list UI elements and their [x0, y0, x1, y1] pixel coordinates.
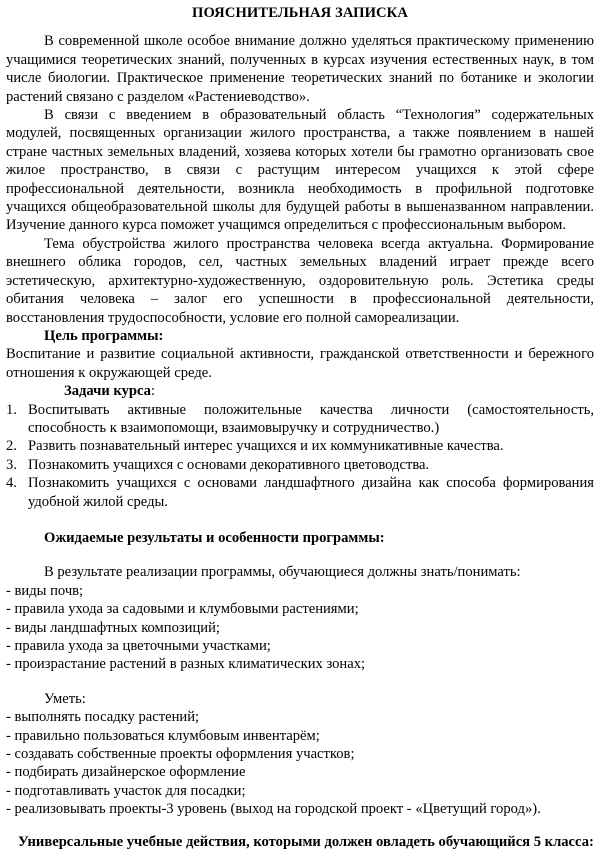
can-item: - реализовывать проекты-3 уровень (выход на городской проект - «Цветущий город»).	[6, 801, 541, 818]
paragraph-intro: В современной школе особое внимание должно уделяться практическому применению учащимися теоретических знаний, полученных в курсах изучения естественных наук, в том числе биологии. Практическое применение теоретических знаний по ботанике и экологии растений связано с разделом «Растениеводство».	[6, 33, 594, 105]
paragraph-technology: В связи с введением в образовательный область “Технология” содержательных модулей, посвященных организации жилого пространства, а также появлением в нашей стране частных земельных владений, хозяева которых хотели бы грамотно организовать свое жилое пространство, в связи с растущим интересом учащихся к этой сфере профессиональной деятельности, возникла необходимость в профильной подготовке учащихся общеобразовательной школы для будущей работы в вышеназванном направлении. Изучение данного курса поможет учащимся определиться с профессиональным выбором.	[6, 107, 594, 234]
paragraph-relevance: Тема обустройства жилого пространства человека всегда актуальна. Формирование внешнего облика городов, сел, частных земельных владений играет прежде всего эстетическую, архитектурно-художественную, оздоровительную роль. Эстетика среды обитания человека – залог его успешности в профессиональной деятельности, восстановления трудоспособности, условие его полной самореализации.	[6, 235, 594, 326]
tasks-list	[6, 401, 594, 511]
know-item: - правила ухода за садовыми и клумбовыми растениями;	[6, 601, 359, 618]
task-item: 1. Воспитывать активные положительные качества личности (самостоятельность, способность к взаимопомощи, взаимовыручку и сотрудничество.)	[6, 401, 594, 436]
can-item: - создавать собственные проекты оформления участков;	[6, 746, 355, 763]
know-list	[6, 582, 594, 674]
know-item: - произрастание растений в разных климатических зонах;	[6, 656, 366, 673]
know-item: - виды почв;	[6, 582, 84, 599]
goal-heading: Цель программы:	[44, 327, 164, 344]
task-item: 2. Развить познавательный интерес учащихся и их коммуникативные качества.	[6, 438, 504, 455]
tasks-heading: Задачи курса:	[64, 383, 156, 400]
can-label: Уметь:	[44, 690, 86, 707]
can-item: - правильно пользоваться клумбовым инвентарём;	[6, 727, 320, 744]
task-item: 4. Познакомить учащихся с основами ландшафтного дизайна как способа формирования удобной жилой среды.	[6, 475, 594, 510]
can-item: - выполнять посадку растений;	[6, 709, 200, 726]
results-heading: Ожидаемые результаты и особенности программы:	[44, 529, 385, 546]
know-item: - правила ухода за цветочными участками;	[6, 638, 271, 654]
know-item: - виды ландшафтных композиций;	[6, 619, 220, 636]
results-intro: В результате реализации программы, обучающиеся должны знать/понимать:	[44, 564, 521, 581]
can-item: - подбирать дизайнерское оформление	[6, 764, 246, 781]
can-list	[6, 708, 594, 818]
goal-text: Воспитание и развитие социальной активности, гражданской ответственности и бережного отношения к окружающей среде.	[6, 346, 594, 381]
task-item: 3. Познакомить учащихся с основами декоративного цветоводства.	[6, 456, 430, 473]
document-title: ПОЯСНИТЕЛЬНАЯ ЗАПИСКА	[192, 5, 408, 21]
can-item: - подготавливать участок для посадки;	[6, 782, 246, 799]
uud-heading: Универсальные учебные действия, которыми должен овладеть обучающийся 5 класса:	[18, 833, 594, 850]
